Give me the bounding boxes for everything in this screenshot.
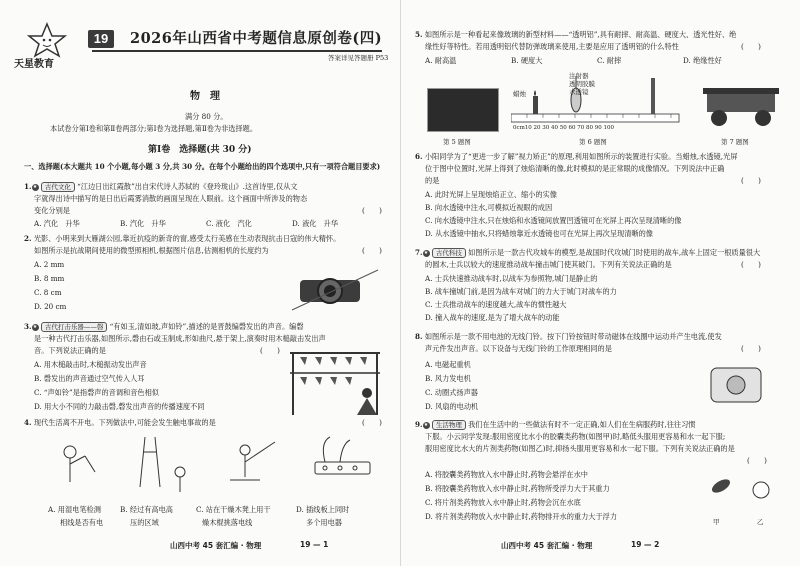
fig5-caption: 第 5 题图 (443, 138, 471, 146)
q3-option-c: C. “声如铃”是指磬声的音调和音色相似 (34, 388, 159, 397)
q7-badge-icon: ★ (423, 249, 429, 256)
exam-title: 2026年山西省中考题信息原创卷(四) (130, 30, 383, 47)
q1-line2: 字就得出诗中描写的是日出后霞雾消散的画面呈现在人眼前。这个画面中所涉及的物态 (34, 194, 308, 203)
q3-option-a: A. 用木槌敲击时,木槌振动发出声音 (34, 360, 147, 369)
q4-line1: 4. 现代生活离不开电。下列做法中,可能会发生触电事故的是 (24, 418, 216, 427)
q7-option-a: A. 士兵快速推动战车时,以战车为参照物,城门是静止的 (425, 274, 598, 283)
brand-name: 天星教育 (14, 59, 54, 70)
q1-option-a: A. 汽化 升华 (34, 219, 80, 228)
q1-option-c: C. 液化 汽化 (206, 219, 252, 228)
q6-line2: 位于图中位置时,光屏上得到了烛焰清晰的像,此时模拟的是正常眼的成像情况。下列说法中正确 (425, 164, 725, 173)
q4-option-b-line2: 压的区域 (130, 518, 159, 527)
q8-doorbell-figure (701, 360, 771, 410)
q7-tag: 古代科技 (432, 248, 466, 258)
q3-bracket: ( ) (260, 346, 280, 355)
title-underline (92, 50, 382, 52)
footer-right-label: 山西中考 45 套汇编 · 物理 (501, 541, 593, 550)
q9-option-a: A. 将胶囊类药物放入水中静止时,药物会悬浮在水中 (425, 470, 588, 479)
right-page (400, 0, 800, 566)
q5-option-b: B. 硬度大 (511, 56, 543, 65)
subject-title: 物 理 (190, 91, 220, 102)
q9-line3: 服用密度比水大的片剂类药物(如图乙)时,抑扬头服用更容易和水一起下服。下列有关说法正确的是 (425, 444, 735, 453)
q5-line1: 5. 如图所示是一种看起来像玻璃的新型材料——“透明铝”,具有耐摔、耐高温、硬度大、透光性好、绝 (415, 30, 737, 39)
q6-bracket: ( ) (741, 176, 761, 185)
q3-badge-icon: ★ (32, 323, 38, 330)
q9-medicine-figure (701, 468, 781, 518)
q2-option-c: C. 8 cm (34, 288, 62, 297)
q9-line2: 下服。小云同学发现:服用密度比水小的胶囊类药物(如图甲)时,略低头服用更容易和水一起下服; (425, 432, 726, 441)
q7-option-c: C. 士兵推动战车的速度越大,战车的惯性越大 (425, 300, 567, 309)
q5-option-a: A. 耐高温 (425, 56, 457, 65)
q2-bracket: ( ) (362, 246, 382, 255)
q3-line1: 3.★ 古代打击乐器——磬 “有如玉,清如玻,声如铃”,描述的是晋鼓编磬发出的声音。编磬 (24, 322, 304, 331)
q2-option-a: A. 2 mm (34, 260, 65, 269)
q6-option-a: A. 此时光屏上呈现烛焰正立、缩小的实像 (425, 190, 557, 199)
q1-bracket: ( ) (362, 206, 382, 215)
q1-tag: 古代文化 (41, 182, 75, 192)
q2-line1: 2. 光影、小明来到大雁湖公园,靠近抗疫的新奇的窗,感受太行美感在生动表现抗击日寇的伟大精怀。 (24, 234, 341, 243)
q9-option-c: C. 将片剂类药物放入水中静止时,药物会沉在水底 (425, 498, 581, 507)
q1-badge-icon: ★ (32, 183, 38, 190)
paper-structure-note: 本试卷分第Ⅰ卷和第Ⅱ卷两部分;第Ⅰ卷为选择题,第Ⅱ卷为非选择题。 (50, 124, 258, 133)
q2-option-d: D. 20 cm (34, 302, 67, 311)
q4-option-c-line1: C. 站在干燥木凳上用干 (196, 505, 271, 514)
set-number-badge: 19 (88, 30, 114, 48)
q6-option-b: B. 向水透镜中注水,可模拟近视眼的成因 (425, 203, 553, 212)
q1-line3: 变化分别是 (34, 206, 70, 215)
q8-option-d: D. 风扇的电动机 (425, 402, 479, 411)
q4-option-a-line1: A. 用湿电笔检测 (48, 505, 101, 514)
q8-line2: 声元件发出声音。以下设备与无线门铃的工作原理相同的是 (425, 344, 612, 353)
fig6-lens-setup (511, 70, 681, 132)
q9-fig-a-label: 甲 (713, 518, 720, 526)
q8-option-b: B. 风力发电机 (425, 374, 471, 383)
q3-option-b: B. 磬发出的声音通过空气传入人耳 (34, 374, 145, 383)
q5-option-d: D. 绝缘性好 (683, 56, 722, 65)
q5-bracket: ( ) (741, 42, 761, 51)
q8-line1: 8. 如图所示是一款不用电池的无线门铃。按下门铃按钮时带动磁体在线圈中运动并产生电流,使发 (415, 332, 722, 341)
q4-bracket: ( ) (362, 418, 382, 427)
q8-option-a: A. 电磁起重机 (425, 360, 471, 369)
q9-badge-icon: ★ (423, 421, 429, 428)
q7-line1: 7.★ 古代科技 如图所示是一款古代攻城车的模型,是战国时代攻城门时使用的战车,战车上固定一根质量很大 (415, 248, 761, 257)
q1-option-b: B. 汽化 升华 (120, 219, 166, 228)
q3-line3: 音。下列说法正确的是 (34, 346, 106, 355)
q4-option-d-line2: 多个用电器 (306, 518, 342, 527)
fig6-film-label: 透明胶膜 (569, 80, 595, 88)
fig6-ruler-label: 0cm10 20 30 40 50 60 70 80 90 100 (513, 125, 615, 131)
q9-line1: 9.★ 生活物理 我们在生活中的一些做法有时不一定正确,如人们在生病服药时,往往习惯 (415, 420, 696, 429)
q7-bracket: ( ) (741, 260, 761, 269)
q8-option-c: C. 动圈式扬声器 (425, 388, 478, 397)
full-score-note: 满分 80 分。 (185, 112, 228, 121)
q7-option-d: D. 撞入战车的速度,是为了增大战车的动能 (425, 313, 560, 322)
footer-left-label: 山西中考 45 套汇编 · 物理 (170, 541, 262, 550)
q7-option-b: B. 战车撞城门前,是因为战车对城门的力大于城门对战车的力 (425, 287, 617, 296)
q1-option-d: D. 液化 升华 (292, 219, 339, 228)
q8-bracket: ( ) (741, 344, 761, 353)
q3-tag: 古代打击乐器——磬 (41, 322, 108, 332)
footer-right-page: 19 — 2 (631, 540, 660, 549)
q5-line2: 缘性好等特性。若用透明铝代替防弹玻璃来使用,主要是应用了透明铝的什么特性 (425, 42, 679, 51)
q4-option-b-line1: B. 经过有高电高 (120, 505, 173, 514)
q9-bracket: ( ) (747, 456, 767, 465)
q3-chime-stones-figure (285, 345, 385, 420)
fig6-syringe-label: 注射器 (569, 72, 589, 80)
fig7-caption: 第 7 题图 (721, 138, 749, 146)
q4-option-a-line2: 相线是否有电 (60, 518, 104, 527)
answer-reference: 答案详见答题册 P53 (328, 54, 389, 62)
fig6-caption: 第 6 题图 (579, 138, 607, 146)
q9-tag: 生活物理 (432, 420, 466, 430)
q9-option-d: D. 将片剂类药物放入水中静止时,药物排开水的重力大于浮力 (425, 512, 618, 521)
q9-option-b: B. 将胶囊类药物放入水中静止时,药物所受浮力大于其重力 (425, 484, 610, 493)
fig5-transparent-aluminum (427, 88, 499, 132)
q6-option-c: C. 向水透镜中注水,只在烛焰和水透镜间放置凹透镜可在光屏上再次呈现清晰的像 (425, 216, 682, 225)
q3-option-d: D. 用大小不同的力敲击磬,磬发出声音的传播速度不同 (34, 402, 205, 411)
q7-line2: 的圆木,士兵以较大的速度推动战车撞击城门使其破门。下列有关说法正确的是 (425, 260, 672, 269)
section-1-heading: 第Ⅰ卷 选择题(共 30 分) (148, 145, 252, 155)
q5-option-c: C. 耐摔 (597, 56, 622, 65)
q3-line2: 是一种古代打击乐器,如图所示,磬由石或玉制成,形如曲尺,悬于架上,演奏时用木槌敲击发出声 (34, 334, 326, 343)
q6-line3: 的是 (425, 176, 440, 185)
q9-fig-b-label: 乙 (757, 518, 764, 526)
section-1-instruction: 一、选择题(本大题共 10 个小题,每小题 3 分,共 30 分。在每个小题给出的四个选项中,只有一项符合题目要求) (24, 162, 381, 171)
fig7-siege-cart (701, 80, 781, 132)
q6-line1: 6. 小阳同学为了“更进一步了解”视力矫正”的原理,利用如图所示的装置进行实验。当蜡烛,水透镜,光屏 (415, 152, 738, 161)
fig6-candle-label: 蜡烛 (513, 90, 526, 98)
q6-option-d: D. 从水透镜中抽水,只将蜡烛靠近水透镜也可在光屏上再次呈现清晰的像 (425, 229, 653, 238)
footer-left-page: 19 — 1 (300, 540, 329, 549)
q2-option-b: B. 8 mm (34, 274, 65, 283)
q4-option-c-line2: 燥木棍挑落电线 (202, 518, 253, 527)
q2-line2: 如图所示是抗战期间使用的微型照相机,根据图片信息,估测相机的长度约为 (34, 246, 269, 255)
q4-option-d-line1: D. 插线板上同时 (296, 505, 350, 514)
q1-line1: 1.★ 古代文化 “江边日出红霞散”出自宋代诗人苏轼的《登玲珑山》.这首诗里,仅从文 (24, 182, 298, 191)
q2-camera-figure (290, 260, 380, 315)
fig6-lens-label: 水透镜 (569, 88, 589, 96)
q4-options-figures (30, 432, 380, 500)
